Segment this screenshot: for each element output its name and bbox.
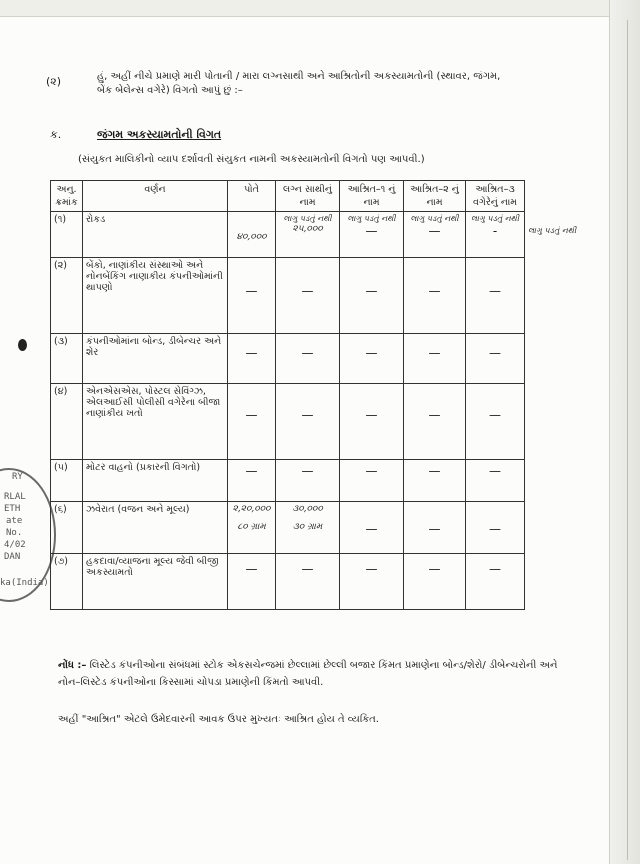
cell-spouse: — [276, 384, 340, 460]
cell-self [228, 502, 276, 554]
cell-dependent-1: — [340, 502, 404, 554]
col-header-dependent-3: આશ્રિત–૩ વગેરેનું નામ [466, 181, 525, 212]
cell-dependent-1: — [340, 384, 404, 460]
intro-number: (૨) [46, 75, 62, 88]
top-paper-band [0, 0, 640, 17]
row-number: (૩) [51, 334, 83, 384]
table-row [51, 212, 525, 258]
underlying-sheet-edge [609, 0, 640, 864]
table-row [51, 502, 525, 554]
cell-self: — [228, 554, 276, 610]
cell-dependent-3: લાગુ પડતું નથી - [466, 212, 525, 258]
footnote-text: લિસ્ટેડ કંપનીઓના સંબંધમાં સ્ટોક એકસચેન્જમાં છેલ્લામાં છેલ્લી બજાર કિંમત પ્રમાણેના બોન્ડ/શેરો/ ડીબેન્ચરોની અને નોન–લિસ્ટેડ કંપનીઓના કિસ્સામાં ચોપડા પ્રમાણેની કિંમતો આપવી. [58, 660, 558, 688]
notary-stamp: RY RLAL ETH ate No. 4/02 DAN ka(India) [0, 468, 56, 602]
cell-dependent-3: — [466, 460, 525, 502]
cell-dependent-3: — [466, 554, 525, 610]
cell-spouse [276, 502, 340, 554]
handwritten-value: ૪૦,૦૦૦ [236, 232, 267, 242]
col-header-self: પોતે [228, 181, 276, 212]
cell-dependent-1: — [340, 334, 404, 384]
col-header-dependent-1: આશ્રિત–૧ નું નામ [340, 181, 404, 212]
row-description: બેંકો, નાણાંકીય સંસ્થાઓ અને નોનબેંકિંગ નાણાકીય કંપનીઓમાંની થાપણો [83, 258, 228, 334]
cell-dependent-1: — [340, 554, 404, 610]
col-header-serial: અનુ. ક્રમાંક [51, 181, 83, 212]
row-description: રોકડ [83, 212, 228, 258]
cell-self [228, 212, 276, 258]
cell-dependent-1: લાગુ પડતું નથી — [340, 212, 404, 258]
handwritten-weight: ૩૦ ગ્રામ [292, 522, 323, 532]
cell-spouse: — [276, 554, 340, 610]
row-description: હકદાવા/વ્યાજના મૂલ્ય જેવી બીજી અકસ્યામતો [83, 554, 228, 610]
cell-spouse: — [276, 460, 340, 502]
handwritten-value: ૨,૨૦,૦૦૦ [232, 504, 271, 514]
cell-self: — [228, 334, 276, 384]
table-header-row [51, 181, 525, 212]
row-number: (૨) [51, 258, 83, 334]
table-row [51, 384, 525, 460]
cell-self: — [228, 384, 276, 460]
section-letter: ક. [50, 128, 62, 141]
cell-dependent-3: — [466, 334, 525, 384]
row-description: કંપનીઓમાંના બોન્ડ, ડીબેન્ચર અને શેર [83, 334, 228, 384]
handwritten-value: ૨૫,૦૦૦ [292, 224, 323, 234]
cell-dependent-2: — [404, 554, 466, 610]
row-number: (૭) [51, 554, 83, 610]
cell-self: — [228, 258, 276, 334]
cell-dependent-2: — [404, 460, 466, 502]
cell-spouse: — [276, 258, 340, 334]
section-title: જંગમ અકસ્યામતોની વિગત [97, 128, 222, 141]
handwritten-value: ૩૦,૦૦૦ [292, 504, 323, 514]
cell-self: — [228, 460, 276, 502]
section-subtitle: (સંયુકત માલિકીનો વ્યાપ દર્શાવતી સંયુકત નામની અકસ્યામતોની વિગતો પણ આપવી.) [78, 154, 425, 165]
cell-spouse: — [276, 334, 340, 384]
dependent-definition: અહીં "આશ્રિત" એટલે ઉમેદવારની આવક ઉપર મુખ્યતઃ આશ્રિત હોય તે વ્યકિત. [58, 714, 379, 725]
handwritten-margin-note: લાગુ પડતું નથી [528, 226, 577, 235]
cell-dependent-2: — [404, 502, 466, 554]
cell-dependent-1: — [340, 258, 404, 334]
handwritten-weight: ૮૦ ગ્રામ [237, 522, 266, 532]
cell-dependent-2: — [404, 384, 466, 460]
punch-hole-icon [18, 339, 27, 351]
table-row [51, 258, 525, 334]
cell-dependent-2: — [404, 258, 466, 334]
cell-dependent-1: — [340, 460, 404, 502]
row-description: એનએસએસ, પોસ્ટલ સેવિંગ્ઝ, એલઆઈસી પોલીસી વગેરેના બીજા નાણાંકીય ખતો [83, 384, 228, 460]
row-description: મોટર વાહનો (પ્રકારની વિગતો) [83, 460, 228, 502]
intro-text: હું, અહીં નીચે પ્રમાણે મારી પોતાની / મારા લગ્નસાથી અને આશ્રિતોની અકસ્યામતોની (સ્થાવર, જંગમ, બેંક બેલેન્સ વગેરે) વિગતો આપું છું :– [97, 71, 501, 96]
col-header-description: વર્ણન [83, 181, 228, 212]
footnote-label: નોંધ :– [58, 660, 87, 671]
handwritten-note: લાગુ પડતું નથી [470, 214, 520, 223]
cell-dependent-2: લાગુ પડતું નથી — [404, 212, 466, 258]
handwritten-note: લાગુ પડતું નથી [283, 214, 332, 223]
table-row [51, 460, 525, 502]
footnote [58, 657, 558, 691]
table-row [51, 554, 525, 610]
handwritten-note: લાગુ પડતું નથી [410, 214, 459, 223]
row-number: (૫) [51, 460, 83, 502]
row-number: (૧) [51, 212, 83, 258]
cell-dependent-3: — [466, 502, 525, 554]
cell-dependent-3: — [466, 384, 525, 460]
handwritten-note: લાગુ પડતું નથી [347, 214, 396, 223]
cell-dependent-3: — [466, 258, 525, 334]
asset-table [50, 180, 525, 610]
cell-spouse [276, 212, 340, 258]
col-header-dependent-2: આશ્રિત–૨ નું નામ [404, 181, 466, 212]
row-number: (૪) [51, 384, 83, 460]
cell-dependent-2: — [404, 334, 466, 384]
row-description: ઝવેરાત (વજન અને મૂલ્ય) [83, 502, 228, 554]
sheet-edge-line [627, 20, 628, 860]
row-number: (૬) [51, 502, 83, 554]
col-header-spouse: લગ્ન સાથીનું નામ [276, 181, 340, 212]
table-row [51, 334, 525, 384]
